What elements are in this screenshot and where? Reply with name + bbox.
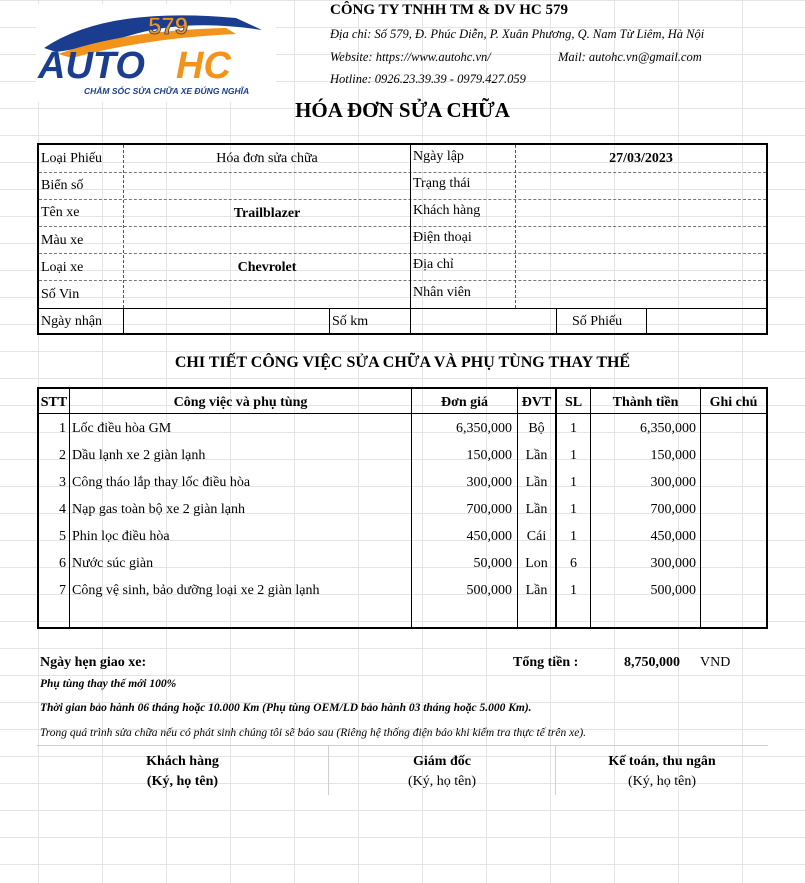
row1-desc: Lốc điều hòa GM xyxy=(72,421,172,436)
row5-stt: 5 xyxy=(59,529,66,544)
signature-accountant xyxy=(556,754,768,790)
row6-unit: Lon xyxy=(525,556,548,571)
row1-stt: 1 xyxy=(59,421,66,436)
label-ngay-nhan: Ngày nhận xyxy=(41,314,103,329)
header-stt: STT xyxy=(40,395,68,410)
value-loai-xe: Chevrolet xyxy=(237,260,297,275)
row2-desc: Dầu lạnh xe 2 giàn lạnh xyxy=(72,448,206,463)
row5-price: 450,000 xyxy=(466,529,512,544)
row3-qty: 1 xyxy=(570,475,577,490)
row2-price: 150,000 xyxy=(466,448,512,463)
company-website[interactable]: Website: https://www.autohc.vn/ xyxy=(330,50,491,64)
company-logo xyxy=(36,4,276,102)
label-nhan-vien: Nhân viên xyxy=(413,285,471,300)
value-ngay-lap: 27/03/2023 xyxy=(609,151,673,166)
currency: VND xyxy=(700,655,731,670)
header-unit-price: Đơn giá xyxy=(440,395,489,410)
row5-desc: Phin lọc điều hòa xyxy=(72,529,170,544)
label-loai-xe: Loại xe xyxy=(41,260,84,275)
label-so-km: Số km xyxy=(332,314,369,329)
label-dia-chi: Địa chỉ xyxy=(413,257,454,272)
label-mau-xe: Màu xe xyxy=(41,233,84,248)
row7-total: 500,000 xyxy=(650,583,696,598)
header-note: Ghi chú xyxy=(709,395,758,410)
label-so-phieu: Số Phiếu xyxy=(572,314,623,329)
company-name: CÔNG TY TNHH TM & DV HC 579 xyxy=(330,2,568,18)
signature-customer xyxy=(40,754,325,790)
row7-stt: 7 xyxy=(59,583,66,598)
row2-unit: Lần xyxy=(525,448,548,463)
section-title: CHI TIẾT CÔNG VIỆC SỬA CHỮA VÀ PHỤ TÙNG THAY THẾ xyxy=(174,354,631,371)
row4-unit: Lần xyxy=(525,502,548,517)
logo-graphic xyxy=(36,4,276,102)
row3-total: 300,000 xyxy=(650,475,696,490)
vehicle-info-box xyxy=(37,143,768,335)
row5-unit: Cái xyxy=(526,529,547,544)
row4-total: 700,000 xyxy=(650,502,696,517)
row5-total: 450,000 xyxy=(650,529,696,544)
row1-total: 6,350,000 xyxy=(640,421,696,436)
repair-detail-table xyxy=(37,387,768,629)
row7-qty: 1 xyxy=(570,583,577,598)
label-dien-thoai: Điện thoại xyxy=(413,230,472,245)
value-loai-phieu: Hóa đơn sửa chữa xyxy=(216,151,318,166)
total-label: Tổng tiền : xyxy=(513,655,579,670)
row3-desc: Công tháo lắp thay lốc điều hòa xyxy=(72,475,251,490)
label-ten-xe: Tên xe xyxy=(41,205,80,220)
value-ten-xe: Trailblazer xyxy=(233,206,301,221)
row7-price: 500,000 xyxy=(466,583,512,598)
company-mail[interactable]: Mail: autohc.vn@gmail.com xyxy=(558,50,702,64)
header-quantity: SL xyxy=(564,395,583,410)
row1-qty: 1 xyxy=(570,421,577,436)
label-ngay-lap: Ngày lập xyxy=(413,149,464,164)
signature-director-sub: (Ký, họ tên) xyxy=(407,774,477,789)
label-bien-so: Biển số xyxy=(41,178,84,193)
row2-qty: 1 xyxy=(570,448,577,463)
row6-stt: 6 xyxy=(59,556,66,571)
header-unit: ĐVT xyxy=(521,395,552,410)
row1-unit: Bộ xyxy=(528,421,545,436)
signature-director-title: Giám đốc xyxy=(413,754,471,769)
row6-desc: Nước súc giàn xyxy=(72,556,154,571)
label-so-vin: Số Vin xyxy=(41,287,80,302)
signature-accountant-sub: (Ký, họ tên) xyxy=(627,774,697,789)
logo-number: 579 xyxy=(148,13,189,40)
label-trang-thai: Trạng thái xyxy=(413,176,471,191)
row4-stt: 4 xyxy=(59,502,66,517)
row6-total: 300,000 xyxy=(650,556,696,571)
total-value: 8,750,000 xyxy=(624,655,680,670)
logo-brand-auto: AUTO xyxy=(38,45,145,87)
row1-price: 6,350,000 xyxy=(456,421,512,436)
row4-desc: Nạp gas toàn bộ xe 2 giàn lạnh xyxy=(72,502,246,517)
logo-slogan: CHĂM SÓC SỬA CHỮA XE ĐÚNG NGHĨA xyxy=(84,86,250,96)
row4-price: 700,000 xyxy=(466,502,512,517)
note-warranty: Thời gian bảo hành 06 tháng hoặc 10.000 Km (Phụ tùng OEM/LD bảo hành 03 tháng hoặc 5.000 Km). xyxy=(40,702,532,714)
row3-unit: Lần xyxy=(525,475,548,490)
row7-desc: Công vệ sinh, bảo dưỡng loại xe 2 giàn lạnh xyxy=(72,583,320,598)
header-line-total: Thành tiền xyxy=(612,395,679,410)
label-loai-phieu: Loại Phiếu xyxy=(41,151,103,166)
row5-qty: 1 xyxy=(570,529,577,544)
signature-customer-title: Khách hàng xyxy=(146,754,219,769)
label-khach-hang: Khách hàng xyxy=(413,203,481,218)
row3-price: 300,000 xyxy=(466,475,512,490)
row7-unit: Lần xyxy=(525,583,548,598)
note-new-parts: Phụ tùng thay thế mới 100% xyxy=(40,678,177,690)
row2-total: 150,000 xyxy=(650,448,696,463)
row6-price: 50,000 xyxy=(473,556,512,571)
appointment-label: Ngày hẹn giao xe: xyxy=(40,655,147,670)
header-description: Công việc và phụ tùng xyxy=(173,395,308,410)
company-hotline: Hotline: 0926.23.39.39 - 0979.427.059 xyxy=(330,72,526,86)
row4-qty: 1 xyxy=(570,502,577,517)
signature-accountant-title: Kế toán, thu ngân xyxy=(608,754,716,769)
row3-stt: 3 xyxy=(59,475,66,490)
signature-director xyxy=(329,754,555,790)
note-extra-costs: Trong quá trình sửa chữa nếu có phát sinh chúng tôi sẽ báo sau (Riêng hệ thống điện báo khi kiểm tra thực tế trên xe). xyxy=(40,727,587,739)
logo-brand-hc: HC xyxy=(176,45,231,87)
row6-qty: 6 xyxy=(570,556,577,571)
document-title: HÓA ĐƠN SỬA CHỮA xyxy=(295,98,510,122)
company-address: Địa chỉ: Số 579, Đ. Phúc Diễn, P. Xuân Phương, Q. Nam Từ Liêm, Hà Nội xyxy=(330,27,705,41)
signature-customer-sub: (Ký, họ tên) xyxy=(146,774,219,789)
row2-stt: 2 xyxy=(59,448,66,463)
